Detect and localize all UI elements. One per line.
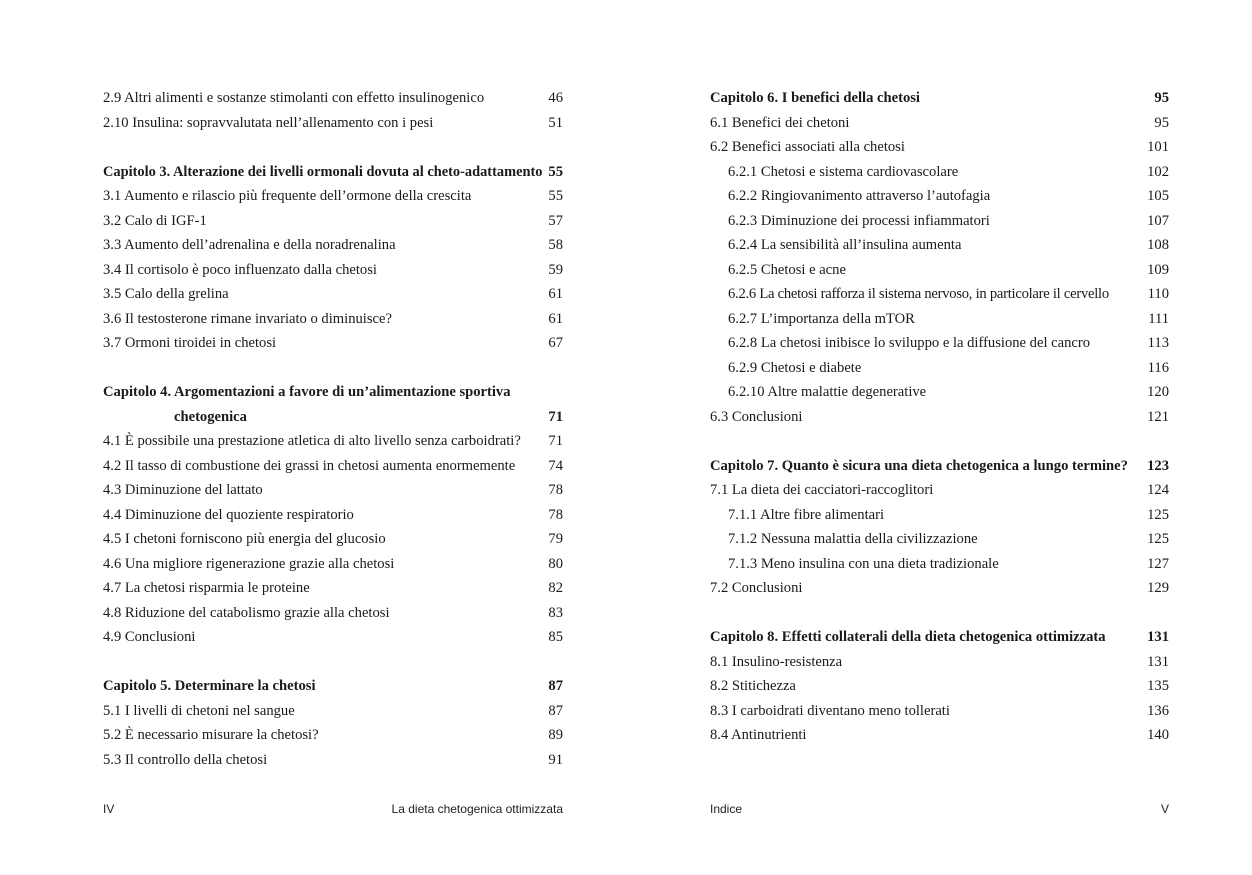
toc-subentry [710, 209, 1169, 234]
toc-entry [103, 723, 563, 748]
toc-entry-title: 7.2 Conclusioni [710, 580, 803, 596]
toc-entry-page: 57 [548, 212, 563, 229]
toc-entry-page: 74 [548, 457, 563, 474]
toc-entry-page: 121 [1147, 408, 1169, 425]
toc-entry-title: 5.3 Il controllo della chetosi [103, 751, 268, 768]
toc-entry [103, 184, 563, 209]
toc-entry-title: 6.1 Benefici dei chetoni [710, 114, 850, 131]
toc-entry-page: 123 [1147, 457, 1169, 474]
toc-entry-page: 71 [548, 408, 563, 425]
toc-entry-page: 110 [1147, 286, 1169, 302]
toc-entry-page: 82 [548, 580, 563, 596]
running-title: La dieta chetogenica ottimizzata [391, 802, 563, 816]
toc-subentry [710, 184, 1169, 209]
page-number: V [1160, 802, 1169, 816]
toc-entry-title: 6.2.5 Chetosi e acne [728, 261, 846, 278]
toc-entry-title: 8.1 Insulino-resistenza [710, 653, 843, 670]
toc-chapter-continuation [103, 405, 563, 430]
toc-entry [710, 405, 1169, 430]
left-page [103, 0, 563, 875]
toc-entry [103, 527, 563, 552]
toc-entry [710, 478, 1169, 503]
toc-entry [710, 111, 1169, 136]
toc-subentry [710, 380, 1169, 405]
toc-entry-title: 4.8 Riduzione del catabolismo grazie alla chetosi [103, 604, 390, 621]
toc-entry-page: 55 [548, 163, 563, 180]
toc-entry-page: 95 [1154, 114, 1169, 131]
toc-chapter [710, 454, 1169, 479]
toc-entry-title: 4.9 Conclusioni [103, 629, 196, 645]
toc-entry-page: 83 [548, 604, 563, 621]
toc-entry [103, 601, 563, 626]
toc-entry-title: 8.2 Stitichezza [710, 678, 796, 694]
toc-entry [103, 503, 563, 528]
toc-entry-title: 3.5 Calo della grelina [103, 286, 229, 302]
toc-right [710, 86, 1169, 748]
running-title: Indice [710, 802, 743, 816]
toc-entry-title: 3.1 Aumento e rilascio più frequente dell’ormone della crescita [103, 188, 472, 204]
toc-entry [710, 723, 1169, 748]
toc-gap [710, 601, 1169, 626]
toc-entry [103, 429, 563, 454]
toc-entry-page: 111 [1148, 310, 1169, 327]
toc-entry-title: 4.2 Il tasso di combustione dei grassi in chetosi aumenta enormemente [103, 457, 516, 474]
toc-entry-title: 2.10 Insulina: sopravvalutata nell’allenamento con i pesi [103, 114, 434, 131]
toc-entry-page: 127 [1147, 555, 1169, 572]
toc-chapter [710, 86, 1169, 111]
toc-subentry [710, 307, 1169, 332]
toc-entry [103, 307, 563, 332]
toc-entry-title: 5.1 I livelli di chetoni nel sangue [103, 702, 295, 719]
toc-entry-title: 3.3 Aumento dell’adrenalina e della noradrenalina [103, 237, 396, 253]
toc-entry-title: 4.5 I chetoni forniscono più energia del glucosio [103, 531, 386, 547]
toc-entry-page: 125 [1147, 531, 1169, 547]
toc-entry-title: 4.1 È possibile una prestazione atletica di alto livello senza carboidrati? [103, 433, 521, 449]
toc-entry-title: 6.2.4 La sensibilità all’insulina aumenta [728, 237, 962, 253]
toc-entry-page: 89 [548, 727, 563, 743]
toc-entry-title: 6.2.1 Chetosi e sistema cardiovascolare [728, 163, 959, 180]
toc-entry-title: 7.1.3 Meno insulina con una dieta tradizionale [728, 555, 999, 572]
toc-entry-title: 8.4 Antinutrienti [710, 727, 807, 743]
toc-entry-page: 67 [548, 335, 563, 351]
toc-entry-title: 7.1.2 Nessuna malattia della civilizzazione [728, 531, 978, 547]
toc-entry-page: 101 [1147, 139, 1169, 155]
toc-entry [103, 625, 563, 650]
toc-entry-page: 131 [1147, 653, 1169, 670]
toc-subentry [710, 282, 1169, 307]
toc-entry-title: Capitolo 4. Argomentazioni a favore di un’alimentazione sportiva [103, 384, 511, 400]
toc-entry-page: 46 [548, 90, 563, 106]
toc-entry [710, 135, 1169, 160]
toc-entry [103, 86, 563, 111]
toc-entry-page: 107 [1147, 212, 1169, 229]
toc-entry-page: 108 [1147, 237, 1169, 253]
toc-subentry [710, 258, 1169, 283]
toc-entry-title: 3.6 Il testosterone rimane invariato o diminuisce? [103, 310, 392, 327]
toc-entry [103, 748, 563, 773]
toc-entry [710, 650, 1169, 675]
toc-subentry [710, 356, 1169, 381]
right-page [710, 0, 1169, 875]
toc-gap [710, 429, 1169, 454]
toc-entry-title: 4.6 Una migliore rigenerazione grazie alla chetosi [103, 555, 395, 572]
toc-entry [103, 258, 563, 283]
toc-entry-page: 135 [1147, 678, 1169, 694]
toc-chapter [103, 380, 563, 405]
toc-entry-page: 71 [548, 433, 563, 449]
toc-entry [103, 552, 563, 577]
toc-entry-page: 51 [548, 114, 563, 131]
toc-entry-page: 61 [548, 286, 563, 302]
toc-chapter [710, 625, 1169, 650]
toc-entry-page: 55 [548, 188, 563, 204]
toc-entry-title: 6.2.10 Altre malattie degenerative [728, 384, 927, 400]
toc-gap [103, 356, 563, 381]
toc-entry-page: 61 [548, 310, 563, 327]
toc-entry-page: 59 [548, 261, 563, 278]
toc-entry [710, 576, 1169, 601]
toc-entry-page: 85 [548, 629, 563, 645]
toc-entry-page: 131 [1147, 629, 1169, 645]
toc-entry-title: 6.2.7 L’importanza della mTOR [728, 310, 915, 327]
toc-entry-page: 80 [548, 555, 563, 572]
toc-entry-page: 91 [548, 751, 563, 768]
toc-entry-title: 6.3 Conclusioni [710, 408, 803, 425]
toc-subentry [710, 552, 1169, 577]
toc-entry [103, 209, 563, 234]
toc-entry [103, 699, 563, 724]
toc-entry-title: 2.9 Altri alimenti e sostanze stimolanti con effetto insulinogenico [103, 90, 485, 106]
toc-chapter [103, 674, 563, 699]
toc-entry-title: 6.2.3 Diminuzione dei processi infiammatori [728, 212, 990, 229]
toc-entry-title: 3.2 Calo di IGF-1 [103, 212, 207, 229]
toc-gap [103, 650, 563, 675]
toc-entry-page: 136 [1147, 702, 1169, 719]
toc-chapter [103, 160, 563, 185]
toc-entry-page: 87 [548, 678, 563, 694]
toc-entry [710, 674, 1169, 699]
toc-entry-title: 5.2 È necessario misurare la chetosi? [103, 727, 319, 743]
toc-entry-page: 129 [1147, 580, 1169, 596]
toc-subentry [710, 503, 1169, 528]
toc-entry-title: 6.2.2 Ringiovanimento attraverso l’autofagia [728, 188, 991, 204]
toc-gap [103, 135, 563, 160]
toc-entry-page: 105 [1147, 188, 1169, 204]
toc-entry-title: 4.3 Diminuzione del lattato [103, 482, 263, 498]
page-number: IV [103, 802, 115, 816]
toc-left [103, 86, 563, 772]
toc-subentry [710, 331, 1169, 356]
toc-entry-title: Capitolo 3. Alterazione dei livelli ormonali dovuta al cheto-adattamento [103, 163, 543, 180]
toc-entry-page: 58 [548, 237, 563, 253]
toc-entry-page: 102 [1147, 163, 1169, 180]
page-footer [103, 800, 563, 818]
toc-entry-page: 113 [1147, 335, 1169, 351]
toc-entry-title: Capitolo 7. Quanto è sicura una dieta chetogenica a lungo termine? [710, 457, 1128, 474]
toc-entry-page: 95 [1154, 90, 1169, 106]
toc-entry-title: 6.2.9 Chetosi e diabete [728, 359, 862, 376]
toc-entry-title: 7.1 La dieta dei cacciatori-raccoglitori [710, 482, 934, 498]
toc-entry-title: Capitolo 5. Determinare la chetosi [103, 678, 316, 694]
toc-entry-title: 6.2 Benefici associati alla chetosi [710, 139, 905, 155]
toc-entry-page: 124 [1147, 482, 1169, 498]
toc-entry-page: 78 [548, 506, 563, 523]
toc-subentry [710, 527, 1169, 552]
toc-entry-title: 3.7 Ormoni tiroidei in chetosi [103, 335, 277, 351]
toc-entry [103, 331, 563, 356]
toc-entry-title: 8.3 I carboidrati diventano meno tollerati [710, 702, 950, 719]
toc-entry [103, 233, 563, 258]
toc-entry [103, 576, 563, 601]
toc-entry-page: 79 [548, 531, 563, 547]
toc-entry [103, 111, 563, 136]
toc-entry-title: 4.4 Diminuzione del quoziente respiratorio [103, 506, 354, 523]
toc-entry-title: 6.2.8 La chetosi inibisce lo sviluppo e la diffusione del cancro [728, 335, 1091, 351]
toc-entry [103, 478, 563, 503]
toc-entry-title: 4.7 La chetosi risparmia le proteine [103, 580, 310, 596]
toc-entry [103, 454, 563, 479]
toc-subentry [710, 160, 1169, 185]
toc-entry-page: 120 [1147, 384, 1169, 400]
toc-entry [710, 699, 1169, 724]
toc-entry-page: 87 [548, 702, 563, 719]
toc-entry-title: Capitolo 8. Effetti collaterali della dieta chetogenica ottimizzata [710, 629, 1106, 645]
toc-entry-title: chetogenica [174, 408, 247, 425]
toc-entry-page: 78 [548, 482, 563, 498]
page-footer [710, 800, 1169, 818]
toc-entry-title: 6.2.6 La chetosi rafforza il sistema nervoso, in particolare il cervello [728, 286, 1109, 302]
toc-entry-title: 7.1.1 Altre fibre alimentari [728, 506, 885, 523]
toc-entry-page: 116 [1147, 359, 1169, 376]
toc-entry-page: 125 [1147, 506, 1169, 523]
toc-entry-page: 140 [1147, 727, 1169, 743]
toc-subentry [710, 233, 1169, 258]
toc-entry-page: 109 [1147, 261, 1169, 278]
toc-entry-title: Capitolo 6. I benefici della chetosi [710, 90, 920, 106]
toc-entry-title: 3.4 Il cortisolo è poco influenzato dalla chetosi [103, 261, 377, 278]
toc-entry [103, 282, 563, 307]
